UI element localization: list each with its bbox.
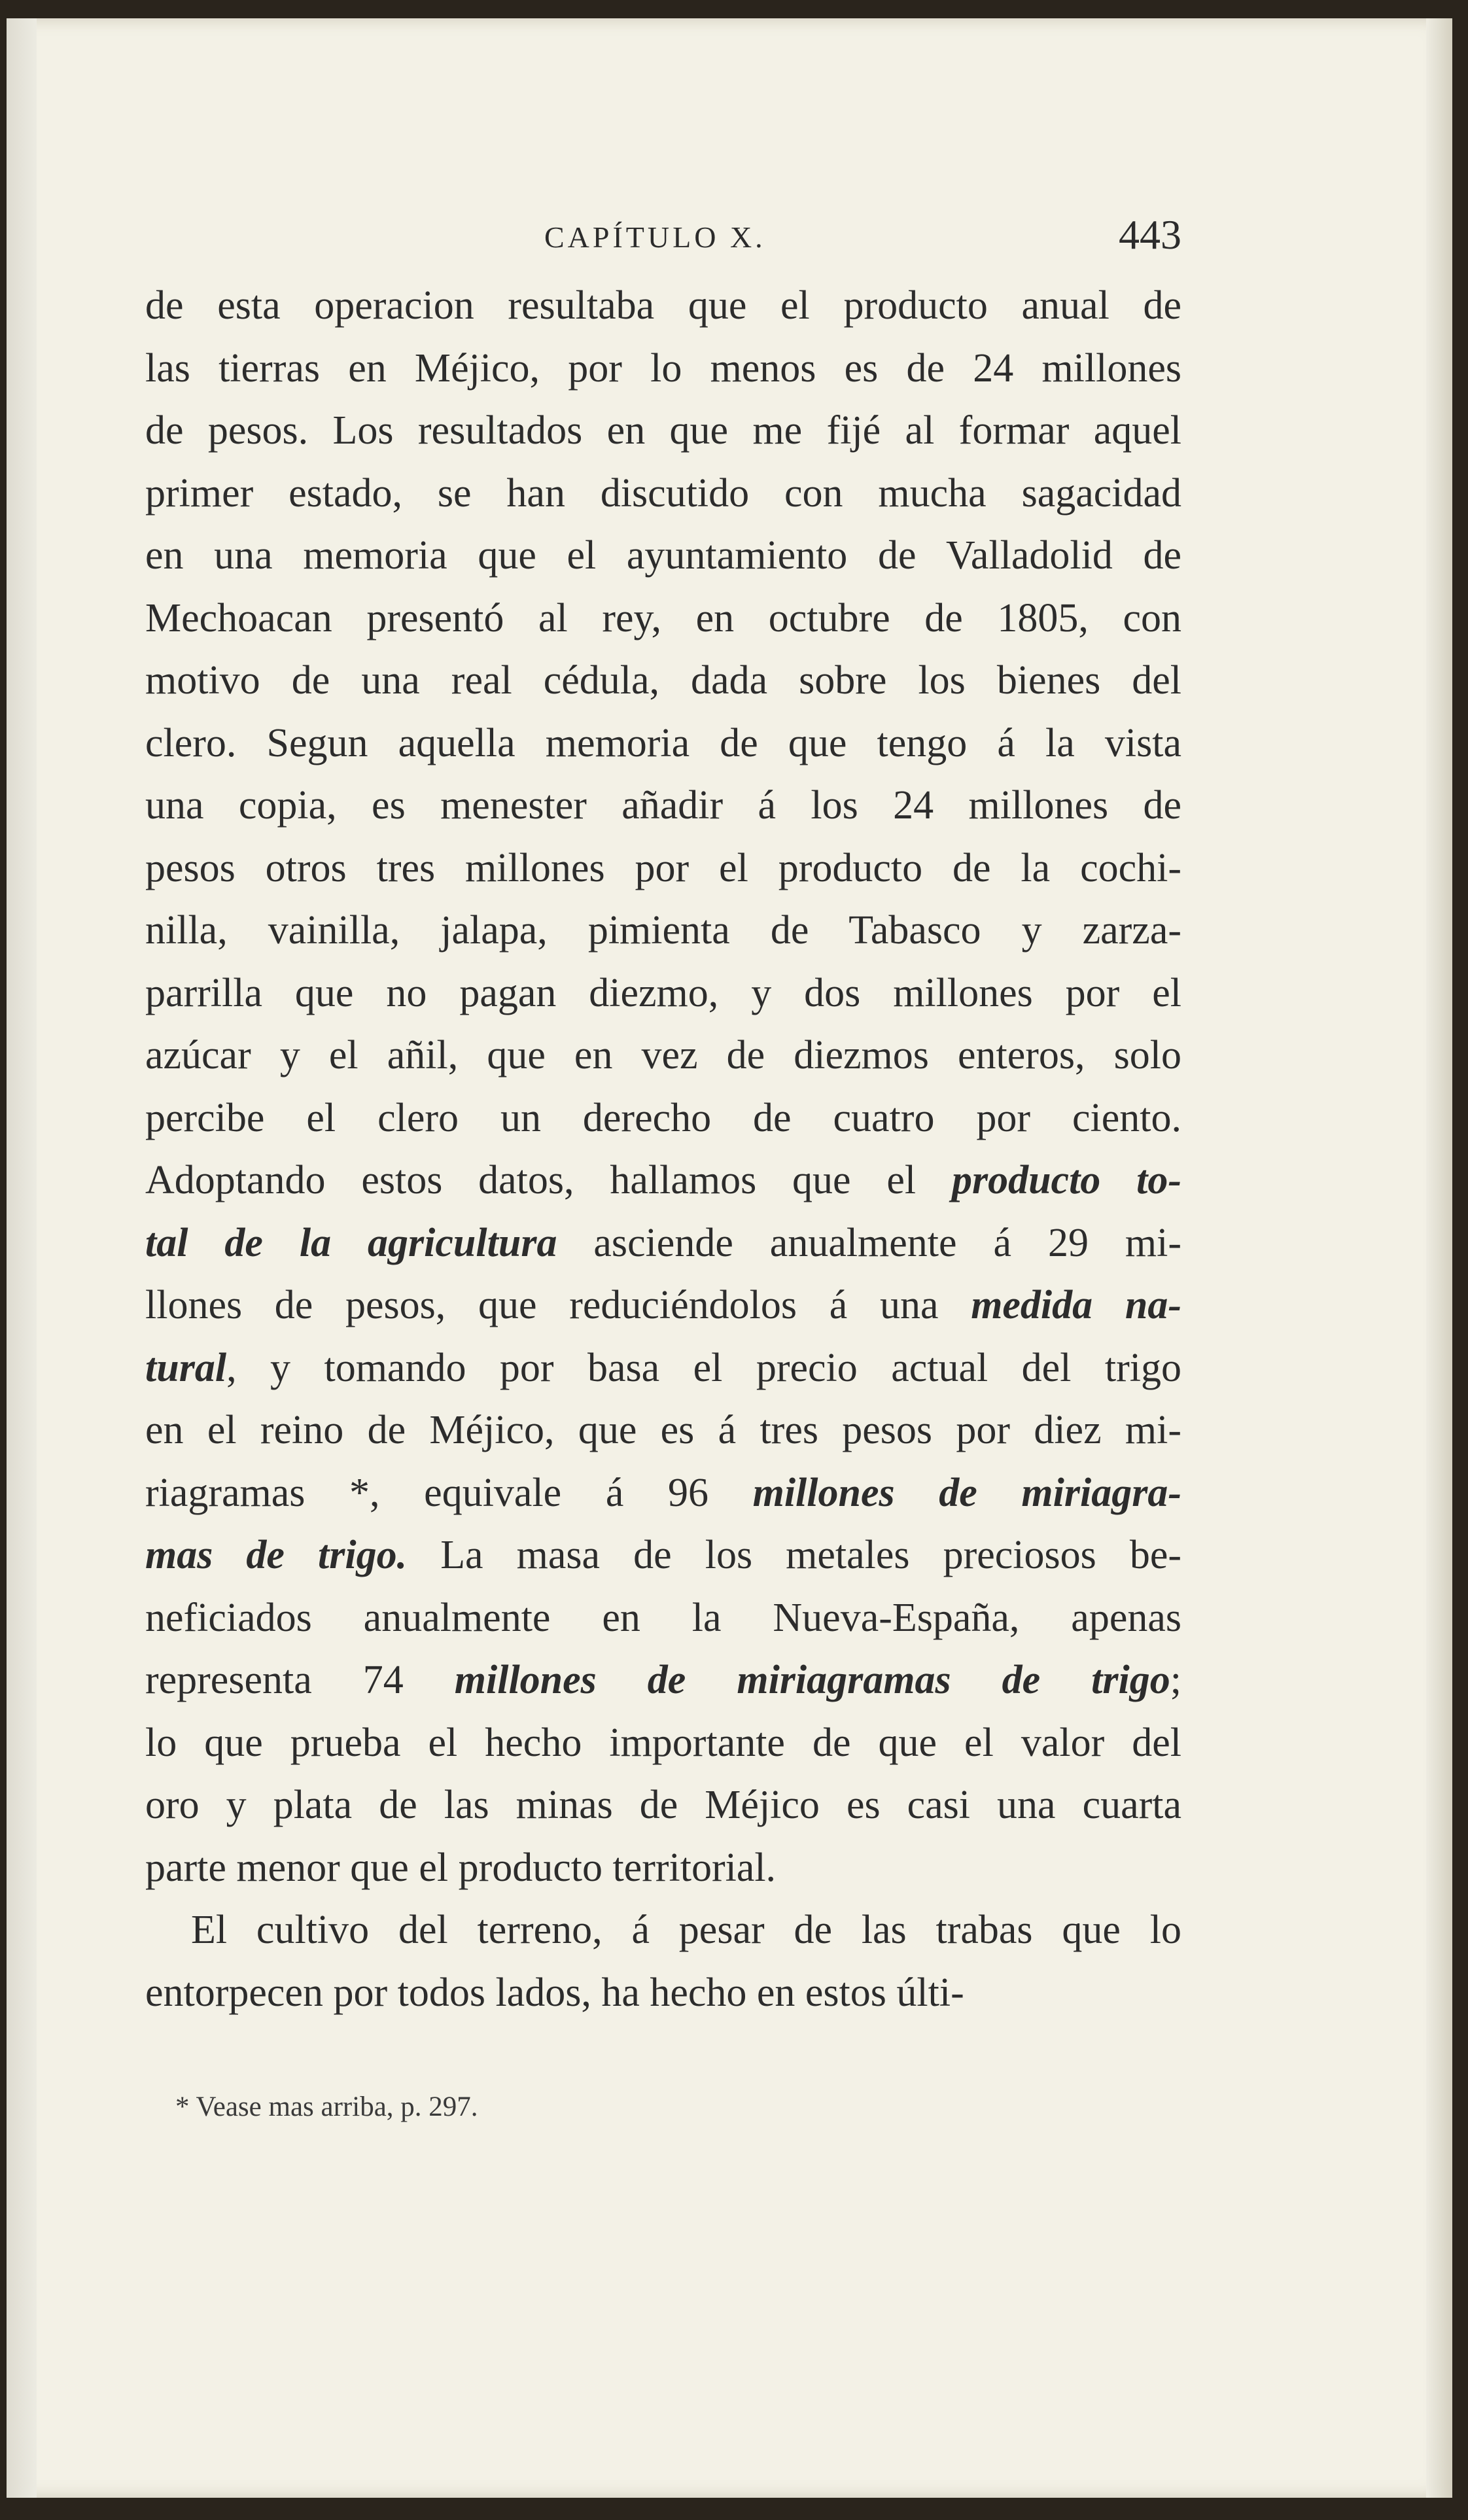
- text-line: [145, 1399, 1181, 1462]
- text-run: lo que prueba el hecho importante de que el valor del: [145, 1720, 1181, 1765]
- text-run: ;: [1170, 1658, 1181, 1702]
- italic-text: tal de la agricultura: [145, 1220, 557, 1265]
- text-run: riagramas *, equivale á 96: [145, 1470, 753, 1515]
- text-run: pesos otros tres millones por el producto de la cochi-: [145, 845, 1181, 890]
- text-run: motivo de una real cédula, dada sobre los bienes del: [145, 658, 1181, 703]
- italic-text: medida na-: [971, 1283, 1181, 1327]
- text-line: [145, 1337, 1181, 1400]
- text-line: [145, 1087, 1181, 1150]
- text-line: [145, 1462, 1181, 1525]
- italic-text: tural: [145, 1345, 227, 1390]
- text-run: las tierras en Méjico, por lo menos es de 24 millones: [145, 345, 1181, 391]
- text-line: [145, 962, 1181, 1025]
- italic-text: mas de trigo.: [145, 1533, 408, 1577]
- text-line: [145, 1149, 1181, 1212]
- italic-text: producto to-: [951, 1158, 1181, 1202]
- text-run: La masa de los metales preciosos be-: [407, 1533, 1181, 1577]
- text-run: representa 74: [145, 1658, 455, 1702]
- text-line: [145, 650, 1181, 712]
- running-head: CAPÍTULO X.: [544, 220, 766, 254]
- text-line: [145, 1962, 1181, 2025]
- text-run: entorpecen por todos lados, ha hecho en estos últi-: [145, 1970, 964, 2015]
- text-line: [145, 1587, 1181, 1650]
- text-line: [145, 525, 1181, 587]
- text-line: [145, 1899, 1181, 1962]
- page-edge: [1426, 18, 1452, 2498]
- text-run: una copia, es menester añadir á los 24 millones de: [145, 783, 1181, 828]
- footnote: * Vease mas arriba, p. 297.: [175, 2091, 478, 2122]
- text-line: [145, 837, 1181, 900]
- text-line: [145, 712, 1181, 775]
- text-run: primer estado, se han discutido con mucha sagacidad: [145, 470, 1181, 516]
- text-line: [145, 775, 1181, 837]
- text-run: parrilla que no pagan diezmo, y dos millones por el: [145, 970, 1181, 1015]
- page-number: 443: [1119, 211, 1181, 258]
- text-run: neficiados anualmente en la Nueva-España, apenas: [145, 1595, 1181, 1640]
- text-run: azúcar y el añil, que en vez de diezmos enteros, solo: [145, 1033, 1181, 1077]
- text-line: [145, 1649, 1181, 1712]
- text-line: [145, 275, 1181, 338]
- text-run: Mechoacan presentó al rey, en octubre de 1805, con: [145, 595, 1181, 640]
- text-run: El cultivo del terreno, á pesar de las trabas que lo: [191, 1908, 1181, 1952]
- text-run: de pesos. Los resultados en que me fijé al formar aquel: [145, 408, 1181, 453]
- page-header: [145, 211, 1181, 267]
- text-line: [145, 1274, 1181, 1337]
- text-run: de esta operacion resultaba que el producto anual de: [145, 283, 1181, 328]
- text-line: [145, 1024, 1181, 1087]
- text-run: nilla, vainilla, jalapa, pimienta de Tabasco y zarza-: [145, 908, 1181, 953]
- text-run: , y tomando por basa el precio actual del trigo: [226, 1345, 1181, 1390]
- text-line: [145, 587, 1181, 650]
- text-line: [145, 1712, 1181, 1775]
- body-text: [145, 275, 1181, 2024]
- text-run: en una memoria que el ayuntamiento de Valladolid de: [145, 533, 1181, 578]
- text-line: [145, 1837, 1181, 1900]
- text-run: percibe el clero un derecho de cuatro por ciento.: [145, 1095, 1181, 1140]
- text-line: [145, 900, 1181, 962]
- text-run: llones de pesos, que reduciéndolos á una: [145, 1283, 971, 1327]
- italic-text: millones de miriagramas de trigo: [454, 1658, 1170, 1702]
- text-run: oro y plata de las minas de Méjico es casi una cuarta: [145, 1783, 1181, 1827]
- page-gutter: [7, 18, 37, 2498]
- text-run: parte menor que el producto territorial.: [145, 1845, 777, 1890]
- paragraph: [145, 275, 1181, 1899]
- text-line: [145, 463, 1181, 525]
- text-line: [145, 400, 1181, 463]
- text-line: [145, 1524, 1181, 1587]
- text-run: Adoptando estos datos, hallamos que el: [145, 1158, 952, 1202]
- paragraph: [145, 1899, 1181, 2024]
- text-run: asciende anualmente á 29 mi-: [557, 1220, 1182, 1265]
- text-line: [145, 1774, 1181, 1837]
- text-run: clero. Segun aquella memoria de que tengo á la vista: [145, 720, 1181, 765]
- text-line: [145, 338, 1181, 400]
- text-line: [145, 1212, 1181, 1275]
- italic-text: millones de miriagra-: [752, 1470, 1181, 1515]
- text-run: en el reino de Méjico, que es á tres pesos por diez mi-: [145, 1408, 1181, 1452]
